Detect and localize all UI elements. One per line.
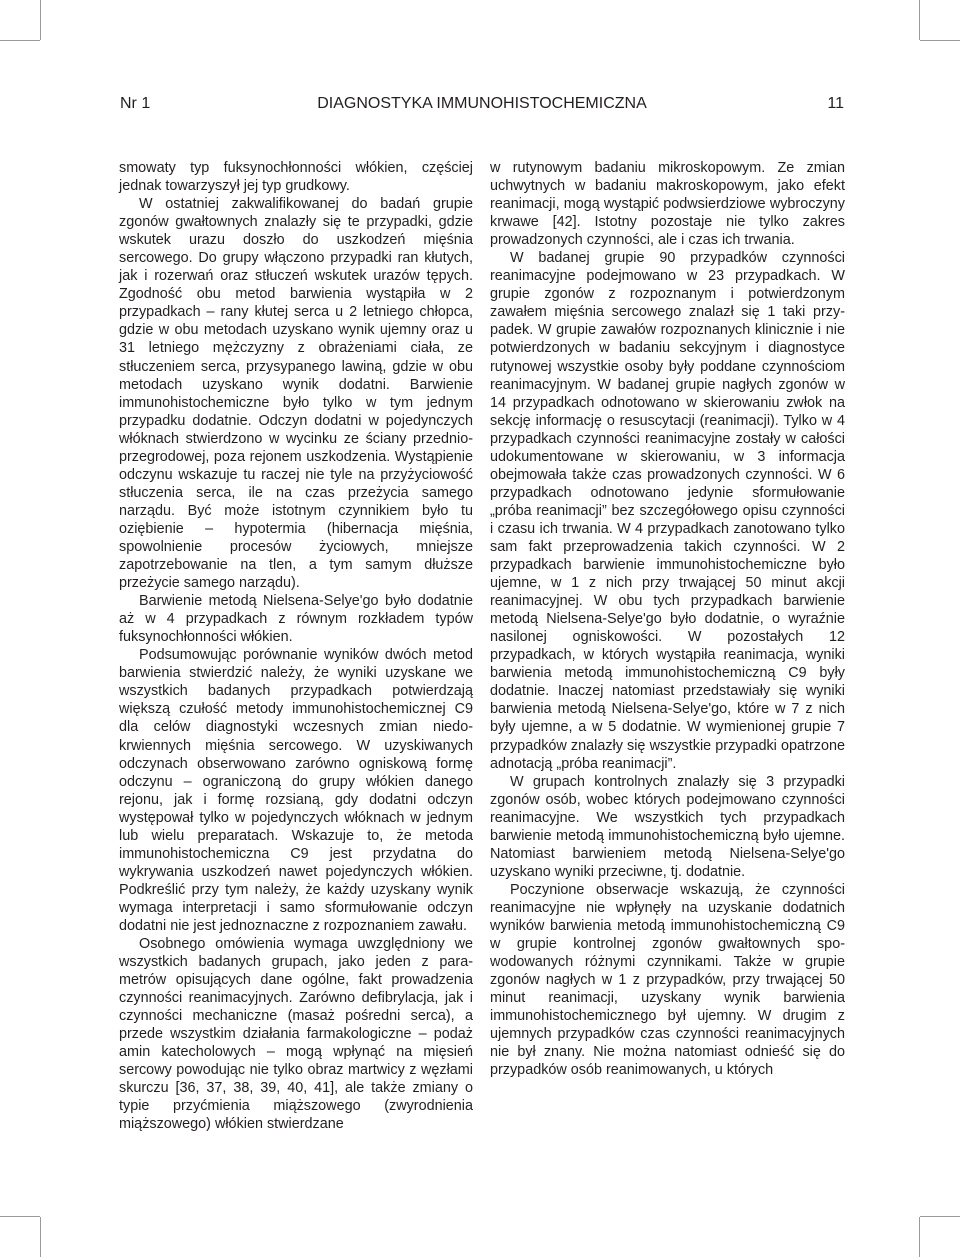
crop-mark [920,40,960,41]
paragraph: W badanej grupie 90 przypadków czynności reanimacyjne podejmowano w 23 przypadkach. W grupie zgonów z rozpoznanym i potwierdzonym zawałem mięśnia sercowego znalazł się 1 taki przypadek. W grupie zawałów rozpoznanych klinicznie i nie potwierdzonych w badaniu sekcyjnym i diagnostyce rutynowej wszystkie osoby były poddane czynnościom reanimacyjnym. W badanej grupie nagłych zgonów w 14 przypadkach odnotowano w skierowaniu zwłok na sekcję informację o resuscytacji (reanimacji). Tylko w 4 przypadkach czynności reanimacyjne zostały w całości udokumentowane w skierowaniu, w 3 informacja obejmowała także czas prowadzonych czynności. W 6 przypadkach odnotowano jedynie sformułowanie „próba reanimacji” bez szczegółowego opisu czynności i czasu ich trwania. W 4 przypadkach zanotowano tylko sam fakt przeprowadzenia takich czynności. W 2 przypadkach barwienie immunohistochemiczne było ujemne, w 1 z nich przy trwającej 50 minut akcji reanimacyjnej. W obu tych przypadkach barwienie metodą Nielsena-Selye'go było dodatnie, o wyraźnie nasilonej ogniskowości. W pozostałych 12 przypadkach, w których wystąpiła reanimacja, wyniki barwienia metodą immunohistochemiczną C9 były dodatnie. Inaczej natomiast przedstawiały się wyniki barwienia metodą Nielsena-Selye'go, które w 7 z nich były ujemne, a w 5 dodatnie. W wymienionej grupie 7 przypadków znalazły się wszystkie przypadki opatrzone adnotacją „próba reanimacji”. [490,250,845,772]
paragraph: W ostatniej zakwalifikowanej do badań grupie zgonów gwałtownych znalazły się te przypadki, gdzie wskutek urazu doszło do uszkodzeń mięśnia sercowego. Do grupy włączono przypadki ran kłutych, jak i rozerwań oraz stłuczeń wskutek urazów tępych. Zgodność obu metod barwienia wystąpiła w 2 przypadkach – rany kłutej serca u 2 letniego chłopca, gdzie w obu metodach uzyskano wynik ujemny oraz u 31 letniego mężczyzny z obrażeniami ciała, ze stłuczeniem serca, przysypanego lawiną, gdzie w obu metodach uzyskano wynik dodatni. Barwienie immunohistochemiczne było tylko w tym jednym przypadku dodatnie. Odczyn dodatni w pojedynczych włóknach stwierdzono w wycinku ze ściany przednio-przegrodowej, poza rejonem uszkodzenia. Wystąpienie odczynu wskazuje tu raczej nie tyle na przyżyciowość stłuczenia serca, ile na czas przeżycia samego narządu. Być może istotnym czynnikiem było tu oziębienie – hypotermia (hibernacja mięśnia, spowolnienie procesów życiowych, mniejsze zapotrzebowanie na tlen, a tym samym dłuższe przeżycie samego narządu). [119,196,473,592]
crop-mark [40,0,41,40]
running-header [120,93,844,115]
issue-number: Nr 1 [120,95,151,112]
paragraph: Podsumowując porównanie wyników dwóch metod barwienia stwierdzić należy, że wyniki uzyskane we wszystkich badanych przypadkach potwierdzają większą czułość metody immunohistochemicznej C9 dla celów diagnostyki wczesnych zmian niedokrwiennych mięśnia sercowego. W uzyskiwanych odczynach obserwowano zarówno ogniskową formę odczynu – ograniczoną do grupy włókien danego rejonu, jak i formę rozsianą, gdy dodatni odczyn występował tylko w pojedynczych włóknach w jednym lub wielu preparatach. Wskazuje to, że metoda immunohistochemiczna C9 jest przydatna do wykrywania uszkodzeń nawet pojedynczych włókien. Podkreślić przy tym należy, że każdy uzyskany wynik wymaga interpretacji i samo sformułowanie odczyn dodatni nie jest jednoznaczne z rozpoznaniem zawału. [119,647,473,934]
page-number: 11 [827,95,844,112]
paragraph: Osobnego omówienia wymaga uwzględniony we wszystkich badanych grupach, jako jeden z parametrów opisujących dane ogólne, fakt prowadzenia czynności reanimacyjnych. Zarówno defibrylacja, jak i czynności mechaniczne (masaż pośredni serca), a przede wszystkim działania farmakologiczne – podaż amin katecholowych – mogą wpłynąć na mięsień sercowy powodując nie tylko obraz martwicy z węzłami skurczu [36, 37, 38, 39, 40, 41], ale także zmiany o typie przyćmienia miąższowego (zwyrodnienia miąższowego) włókien stwierdzane [119,936,473,1133]
right-column [490,159,845,1079]
paragraph: Poczynione obserwacje wskazują, że czynności reanimacyjne nie wpłynęły na uzyskanie dodatnich wyników barwienia metodą immunohistochemiczną C9 w grupie kontrolnej zgonów gwałtownych spowodowanych różnymi czynnikami. Także w grupie zgonów nagłych w 1 z przypadków, przy trwającej 50 minut reanimacji, uzyskany wynik barwienia immunohistochemicznego był ujemny. W drugim z ujemnych przypadków czas czynności reanimacyjnych nie był znany. Nie można natomiast odnieść się do przypadków osób reanimowanych, u których [490,881,845,1079]
crop-mark [919,0,920,40]
left-column [119,159,473,1134]
paragraph: w rutynowym badaniu mikroskopowym. Ze zmian uchwytnych w badaniu makroskopowym, jako efekt reanimacji, mogą wystąpić podwsierdziowe wybroczyny krwawe [42]. Istotny pozostaje nie tylko zakres prowadzonych czynności, ale i czas ich trwania. [490,160,845,249]
section-title: DIAGNOSTYKA IMMUNOHISTOCHEMICZNA [317,95,647,112]
crop-mark [0,40,40,41]
crop-mark [0,1216,40,1217]
paragraph: smowaty typ fuksynochłonności włókien, częściej jednak towarzyszył jej typ grudkowy. [119,160,473,195]
paragraph: W grupach kontrolnych znalazły się 3 przypadki zgonów osób, wobec których podejmowano czynności reanimacyjne. We wszystkich tych przypadkach barwienie metodą immunohistochemiczną było ujemne. Natomiast barwieniem metodą Nielsena-Selye'go uzyskano wyniki przeciwne, tj. dodatnie. [490,773,845,880]
paragraph: Barwienie metodą Nielsena-Selye'go było dodatnie aż w 4 przypadkach z równym rozkładem typów fuksynochłonności włókien. [119,593,473,646]
crop-mark [40,1217,41,1257]
crop-mark [919,1217,920,1257]
crop-mark [920,1216,960,1217]
